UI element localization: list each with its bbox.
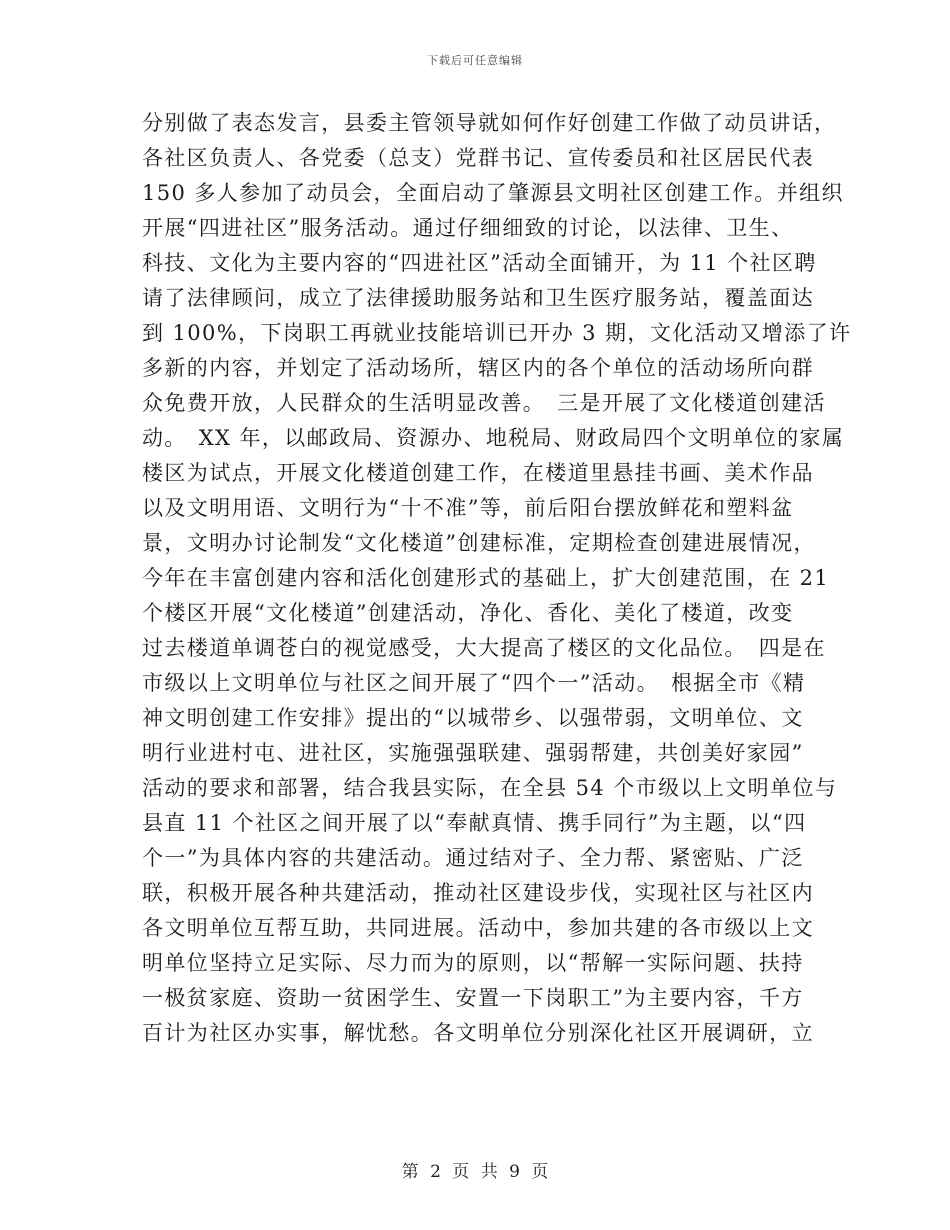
text-line: 各文明单位互帮互助，共同进展。活动中，参加共建的各市级以上文: [142, 916, 814, 940]
text-line: 明单位坚持立足实际、尽力而为的原则，以“帮解一实际问题、扶持: [142, 951, 804, 975]
text-line: 开展“四进社区”服务活动。通过仔细细致的讨论，以法律、卫生、: [142, 216, 794, 240]
text-line: 请了法律顾问，成立了法律援助服务站和卫生医疗服务站，覆盖面达: [142, 286, 814, 310]
text-line: 县直 11 个社区之间开展了以“奉献真情、携手同行”为主题，以“四: [142, 811, 807, 835]
text-line: 过去楼道单调苍白的视觉感受，大大提高了楼区的文化品位。 四是在: [142, 636, 826, 660]
text-line: 今年在丰富创建内容和活化创建形式的基础上，扩大创建范围，在 21: [142, 566, 830, 590]
text-line: 分别做了表态发言，县委主管领导就如何作好创建工作做了动员讲话，: [142, 111, 837, 135]
text-line: 市级以上文明单位与社区之间开展了“四个一”活动。 根据全市《精: [142, 671, 806, 695]
text-line: 神文明创建工作安排》提出的“以城带乡、以强带弱，文明单位、文: [142, 706, 804, 730]
text-line: 一极贫家庭、资助一贫困学生、安置一下岗职工”为主要内容，千方: [142, 986, 804, 1010]
text-line: 以及文明用语、文明行为“十不准”等，前后阳台摆放鲜花和塑料盆: [142, 496, 794, 520]
page-header: 下载后可任意编辑: [427, 54, 523, 67]
page-number-footer: 第 2 页 共 9 页: [401, 1162, 549, 1182]
text-line: 150 多人参加了动员会，全面启动了肇源县文明社区创建工作。并组织: [142, 181, 844, 205]
text-line: 楼区为试点，开展文化楼道创建工作，在楼道里悬挂书画、美术作品: [142, 461, 814, 485]
text-line: 多新的内容，并划定了活动场所，辖区内的各个单位的活动场所向群: [142, 356, 814, 380]
document-body: [142, 106, 852, 1051]
text-line: 明行业进村屯、进社区，实施强强联建、强弱帮建，共创美好家园”: [142, 741, 804, 765]
text-line: 个楼区开展“文化楼道”创建活动，净化、香化、美化了楼道，改变: [142, 601, 794, 625]
text-line: 科技、文化为主要内容的“四进社区”活动全面铺开，为 11 个社区聘: [142, 251, 817, 275]
text-line: 各社区负责人、各党委（总支）党群书记、宣传委员和社区居民代表: [142, 146, 814, 170]
text-line: 个一”为具体内容的共建活动。通过结对子、全力帮、紧密贴、广泛: [142, 846, 804, 870]
text-line: 百计为社区办实事，解忧愁。各文明单位分别深化社区开展调研，立: [142, 1021, 814, 1045]
text-line: 众免费开放，人民群众的生活明显改善。 三是开展了文化楼道创建活: [142, 391, 826, 415]
text-line: 动。 XX 年，以邮政局、资源办、地税局、财政局四个文明单位的家属: [142, 426, 845, 450]
text-line: 到 100%，下岗职工再就业技能培训已开办 3 期，文化活动又增添了许: [142, 321, 852, 345]
text-line: 景，文明办讨论制发“文化楼道”创建标准，定期检查创建进展情况，: [142, 531, 816, 555]
text-line: 活动的要求和部署，结合我县实际，在全县 54 个市级以上文明单位与: [142, 776, 838, 800]
text-line: 联，积极开展各种共建活动，推动社区建设步伐，实现社区与社区内: [142, 881, 814, 905]
